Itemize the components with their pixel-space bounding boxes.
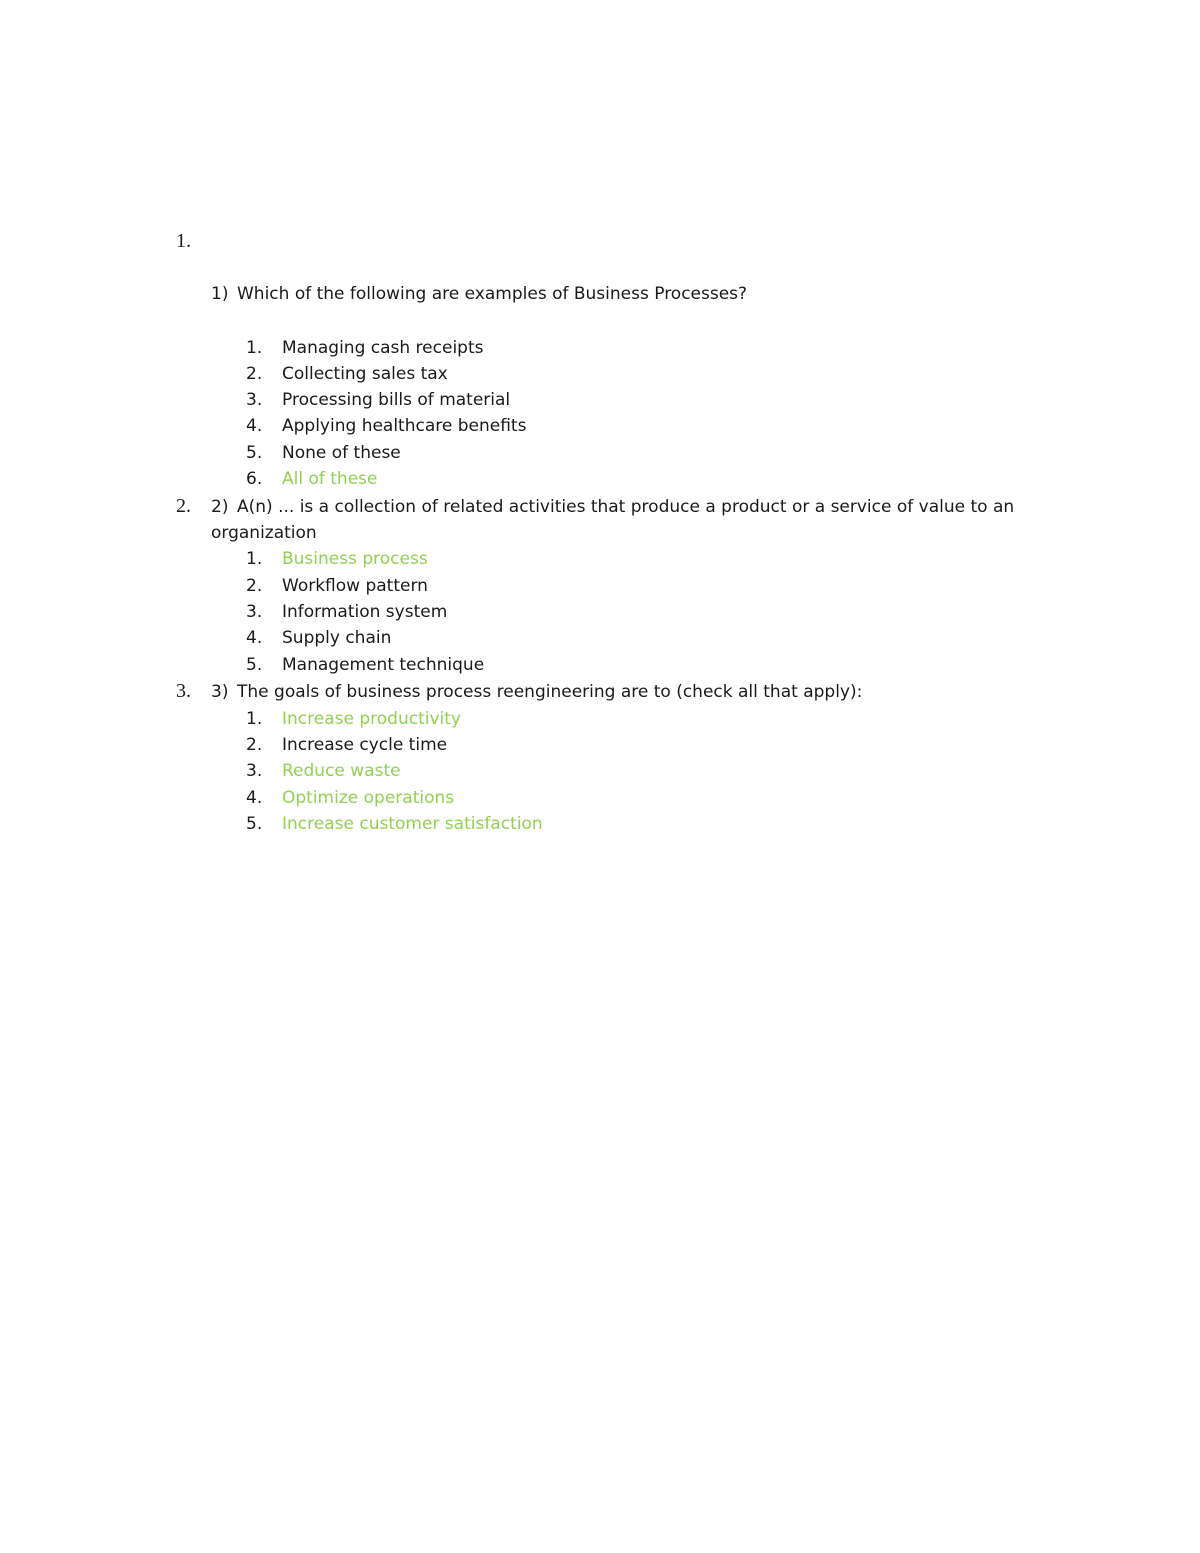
option-item <box>246 626 391 650</box>
question-text: A(n) ... is a collection of related activities that produce a product or a service of value to an <box>237 497 1015 517</box>
option-item-correct <box>246 547 428 571</box>
option-text: Workflow pattern <box>282 576 428 596</box>
option-number: 5. <box>246 814 263 834</box>
option-number: 2. <box>246 364 263 384</box>
option-text: None of these <box>282 443 401 463</box>
option-item <box>246 388 510 412</box>
option-item-correct <box>246 812 543 836</box>
option-text: Optimize operations <box>282 788 455 808</box>
option-number: 3. <box>246 761 263 781</box>
option-text: Increase cycle time <box>282 735 448 755</box>
option-item-correct <box>246 707 461 731</box>
option-item <box>246 362 448 386</box>
option-text: Reduce waste <box>282 761 401 781</box>
option-number: 4. <box>246 416 263 436</box>
question-2-text <box>211 495 1014 519</box>
option-text: Processing bills of material <box>282 390 511 410</box>
option-text: All of these <box>282 469 378 489</box>
option-text: Managing cash receipts <box>282 338 484 358</box>
option-item <box>246 733 447 757</box>
question-3-text <box>211 680 862 704</box>
option-number: 3. <box>246 602 263 622</box>
option-number: 1. <box>246 338 263 358</box>
option-item <box>246 653 484 677</box>
question-2-text-continued: organization <box>211 523 317 543</box>
option-text: Applying healthcare benefits <box>282 416 527 436</box>
option-item <box>246 336 483 360</box>
outer-number: 3. <box>176 680 191 702</box>
question-1-text <box>211 282 747 306</box>
option-item-correct <box>246 759 401 783</box>
option-number: 1. <box>246 549 263 569</box>
option-number: 2. <box>246 735 263 755</box>
option-text: Collecting sales tax <box>282 364 448 384</box>
option-text: Supply chain <box>282 628 392 648</box>
option-text: Increase productivity <box>282 709 461 729</box>
option-number: 5. <box>246 655 263 675</box>
option-item-correct <box>246 467 377 491</box>
question-text: Which of the following are examples of Business Processes? <box>237 284 748 304</box>
outer-number: 2. <box>176 495 191 517</box>
option-text: Business process <box>282 549 428 569</box>
option-item <box>246 600 447 624</box>
option-text: Increase customer satisfaction <box>282 814 543 834</box>
option-number: 5. <box>246 443 263 463</box>
option-number: 6. <box>246 469 263 489</box>
question-text: The goals of business process reengineering are to (check all that apply): <box>237 682 863 702</box>
question-number: 2) <box>211 497 229 517</box>
option-text: Management technique <box>282 655 485 675</box>
question-number: 1) <box>211 284 229 304</box>
option-number: 1. <box>246 709 263 729</box>
option-item <box>246 441 401 465</box>
question-number: 3) <box>211 682 229 702</box>
option-text: Information system <box>282 602 448 622</box>
option-item <box>246 574 428 598</box>
outer-number: 1. <box>176 230 191 252</box>
option-number: 2. <box>246 576 263 596</box>
option-number: 4. <box>246 628 263 648</box>
option-item <box>246 414 526 438</box>
option-number: 3. <box>246 390 263 410</box>
option-number: 4. <box>246 788 263 808</box>
option-item-correct <box>246 786 454 810</box>
